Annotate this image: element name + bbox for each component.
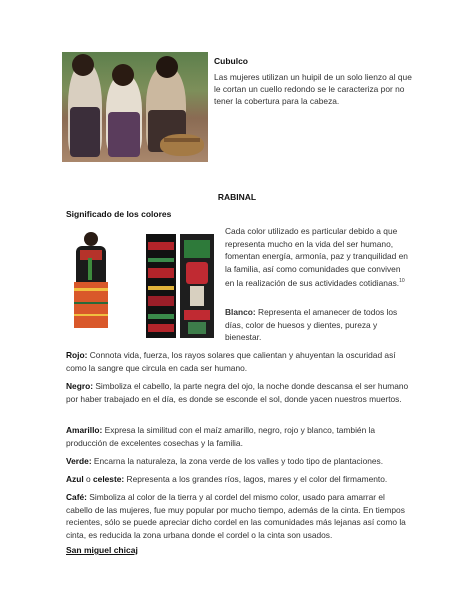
color-description: Expresa la similitud con el maíz amarillo, negro, rojo y blanco, también la producción de excelentes cosechas y la familia. — [66, 425, 376, 448]
colors-intro-paragraph — [225, 225, 410, 289]
colors-intro-text: Cada color utilizado es particular debido a que representa mucho en la vida del ser humano, fomentan energía, armonía, paz y tranquilidad en la familia, así como comunidades que conviven en la realización de sus actividades cotidianas. — [225, 226, 408, 288]
color-description: Representa el amanecer de todos los días, color de huesos y dientes, pureza y bienestar. — [225, 307, 398, 342]
colors-meaning-subheading: Significado de los colores — [66, 209, 172, 219]
color-rojo-paragraph — [66, 349, 411, 374]
color-verde-paragraph — [66, 455, 411, 468]
color-name: Amarillo: — [66, 425, 103, 435]
color-description: Representa a los grandes ríos, lagos, mares y el color del firmamento. — [124, 474, 388, 484]
color-description: Simboliza al color de la tierra y al cordel del mismo color, usado para amarrar el cabello de las mujeres, fue muy popular por mucho tiempo, además de la cinta. En tiempos recientes, sólo se puede apreciar dicho cordel en las comunidades más lejanas así como la cinta, es reducida la zona urbana donde el cordel o la cinta son usados. — [66, 492, 406, 540]
color-connector: o — [83, 474, 93, 484]
footnote-marker: 10 — [399, 278, 405, 284]
color-name: Café: — [66, 492, 87, 502]
cubulco-heading: Cubulco — [214, 56, 248, 66]
san-miguel-chicaj-heading: San miguel chicaj — [66, 545, 138, 555]
color-name: Rojo: — [66, 350, 88, 360]
cubulco-paragraph: Las mujeres utilizan un huipil de un solo lienzo al que le cortan un cuello redondo se le caracteriza por no tener la cobertura para la cabeza. — [214, 72, 412, 106]
color-description: Connota vida, fuerza, los rayos solares que calientan y ahuyentan la oscuridad así como la sangre que circula en cada ser humano. — [66, 350, 396, 373]
color-negro-paragraph — [66, 380, 411, 405]
color-name: Blanco: — [225, 307, 256, 317]
color-name: Azul — [66, 474, 84, 484]
rabinal-heading: RABINAL — [217, 192, 257, 202]
color-description: Encarna la naturaleza, la zona verde de los valles y todo tipo de plantaciones. — [91, 456, 384, 466]
color-description: Simboliza el cabello, la parte negra del ojo, la noche donde descansa el ser humano por haber trabajado en el día, es donde se esconde el sol, donde yacen nuestros muertos. — [66, 381, 409, 404]
color-cafe-paragraph — [66, 491, 411, 541]
color-azul-paragraph — [66, 473, 411, 486]
cubulco-women-photo — [62, 52, 208, 162]
rabinal-traje-photo — [66, 228, 218, 343]
color-blanco-paragraph — [225, 306, 410, 344]
color-name-alt: celeste: — [93, 474, 125, 484]
color-name: Negro: — [66, 381, 93, 391]
color-name: Verde: — [66, 456, 92, 466]
color-amarillo-paragraph — [66, 424, 411, 449]
